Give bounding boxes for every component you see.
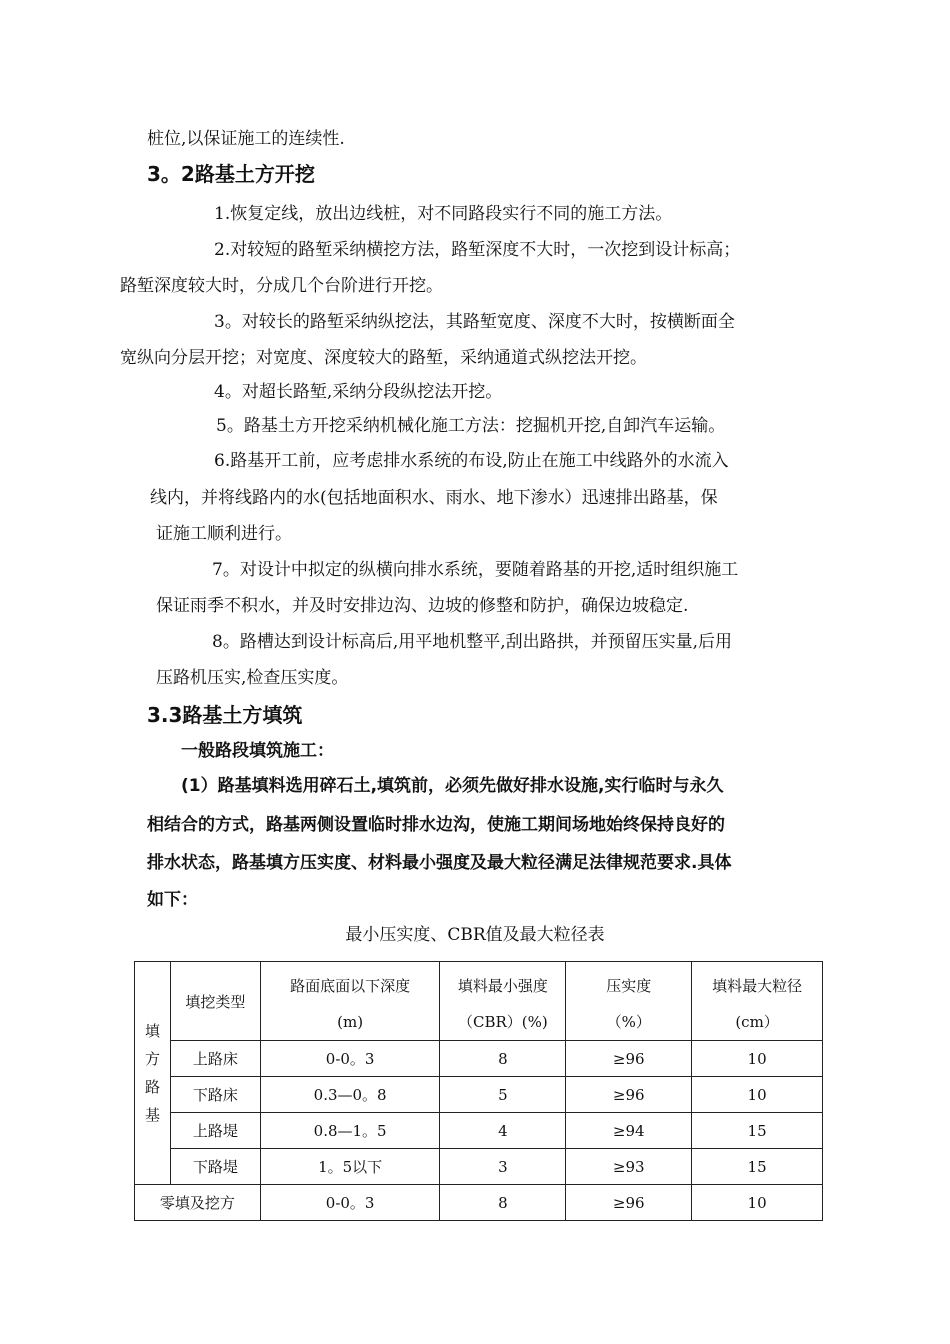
paragraph-continuation: 桩位,以保证施工的连续性. <box>147 129 345 149</box>
table-caption: 最小压实度、CBR值及最大粒径表 <box>345 925 605 945</box>
bold-paragraph-line-3: 排水状态，路基填方压实度、材料最小强度及最大粒径满足法律规范要求.具体 <box>147 853 732 873</box>
header-compaction: 压实度 （%） <box>566 962 692 1041</box>
table-row: 下路堤 1。5以下 3 ≥93 15 <box>135 1149 823 1185</box>
section-heading-3-2: 3。2路基土方开挖 <box>147 162 315 186</box>
subheading-general-fill: 一般路段填筑施工： <box>181 741 334 761</box>
paragraph-6-line-2: 线内，并将线路内的水(包括地面积水、雨水、地下渗水）迅速排出路基，保 <box>150 488 718 508</box>
bold-paragraph-line-2: 相结合的方式，路基两侧设置临时排水边沟，使施工期间场地始终保持良好的 <box>147 815 725 835</box>
paragraph-6-line-3: 证施工顺利进行。 <box>156 524 292 544</box>
paragraph-2-line-2: 路堑深度较大时，分成几个台阶进行开挖。 <box>120 276 443 296</box>
paragraph-8-line-2: 压路机压实,检查压实度。 <box>156 668 349 688</box>
header-type: 填挖类型 <box>170 962 260 1041</box>
paragraph-3-line-1: 3。对较长的路堑采纳纵挖法，其路堑宽度、深度不大时，按横断面全 <box>214 312 735 332</box>
bold-paragraph-line-1: (1）路基填料选用碎石土,填筑前，必须先做好排水设施,实行临时与永久 <box>181 776 724 796</box>
group-label-fill-roadbed: 填 方 路 基 <box>135 962 171 1185</box>
paragraph-1: 1.恢复定线，放出边线桩，对不同路段实行不同的施工方法。 <box>214 204 673 224</box>
section-heading-3-3: 3.3路基土方填筑 <box>147 703 303 727</box>
paragraph-7-line-1: 7。对设计中拟定的纵横向排水系统，要随着路基的开挖,适时组织施工 <box>212 560 739 580</box>
header-cbr: 填料最小强度 （CBR）(%) <box>440 962 566 1041</box>
paragraph-4: 4。对超长路堑,采纳分段纵挖法开挖。 <box>214 382 503 402</box>
paragraph-3-line-2: 宽纵向分层开挖；对宽度、深度较大的路堑，采纳通道式纵挖法开挖。 <box>120 348 647 368</box>
compaction-table <box>134 961 823 1221</box>
table-row-last: 零填及挖方 0-0。3 8 ≥96 10 <box>135 1185 823 1221</box>
paragraph-8-line-1: 8。路槽达到设计标高后,用平地机整平,刮出路拱，并预留压实量,后用 <box>212 632 733 652</box>
bold-paragraph-line-4: 如下： <box>147 890 198 910</box>
paragraph-5: 5。路基土方开挖采纳机械化施工方法：挖掘机开挖,自卸汽车运输。 <box>216 416 726 436</box>
header-depth: 路面底面以下深度 (m) <box>260 962 440 1041</box>
table-row: 上路床 0-0。3 8 ≥96 10 <box>135 1041 823 1077</box>
paragraph-2-line-1: 2.对较短的路堑采纳横挖方法，路堑深度不大时，一次挖到设计标高； <box>214 240 741 260</box>
paragraph-7-line-2: 保证雨季不积水，并及时安排边沟、边坡的修整和防护，确保边坡稳定. <box>156 596 689 616</box>
table-row: 下路床 0.3—0。8 5 ≥96 10 <box>135 1077 823 1113</box>
table-row: 上路堤 0.8—1。5 4 ≥94 15 <box>135 1113 823 1149</box>
paragraph-6-line-1: 6.路基开工前，应考虑排水系统的布设,防止在施工中线路外的水流入 <box>214 451 729 471</box>
header-max-size: 填料最大粒径 (cm） <box>692 962 823 1041</box>
